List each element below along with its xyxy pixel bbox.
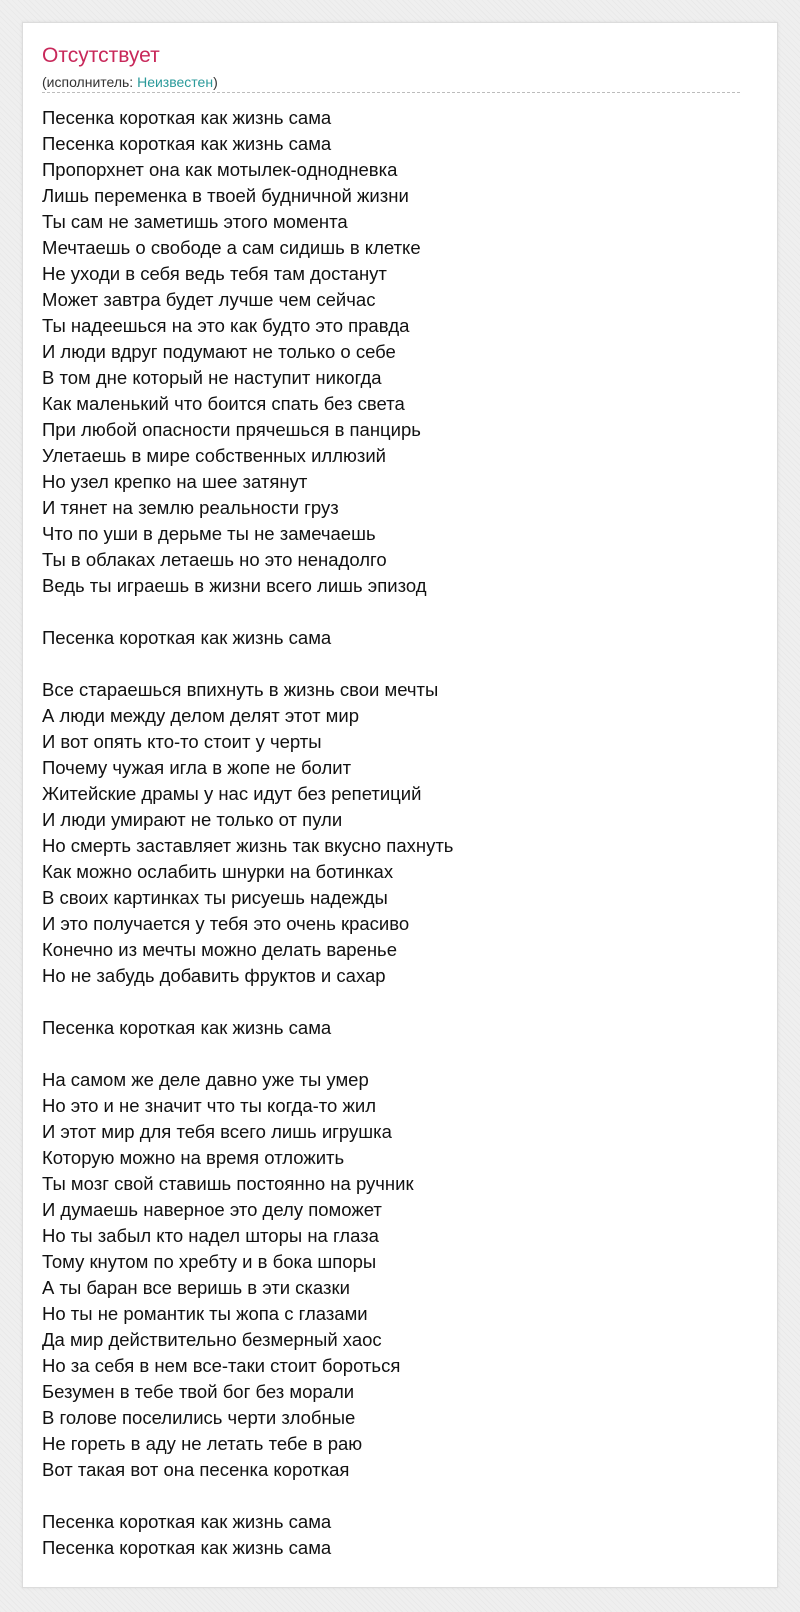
lyric-line: Но узел крепко на шее затянут (42, 471, 308, 492)
artist-link[interactable]: Неизвестен (137, 74, 214, 90)
lyric-line: Песенка короткая как жизнь сама (42, 1511, 332, 1532)
lyric-line: Как можно ослабить шнурки на ботинках (42, 861, 394, 882)
stanza-gap (42, 1041, 752, 1067)
stanza-gap (42, 1483, 752, 1509)
lyric-line: Улетаешь в мире собственных иллюзий (42, 445, 387, 466)
lyric-line: Но ты забыл кто надел шторы на глаза (42, 1225, 379, 1246)
lyric-line: Но не забудь добавить фруктов и сахар (42, 965, 386, 986)
lyric-line: Да мир действительно безмерный хаос (42, 1329, 382, 1350)
lyric-line: Ведь ты играешь в жизни всего лишь эпизод (42, 575, 427, 596)
lyric-line: Но ты не романтик ты жопа с глазами (42, 1303, 368, 1324)
lyric-line: Как маленький что боится спать без света (42, 393, 405, 414)
lyric-line: И тянет на землю реальности груз (42, 497, 339, 518)
lyric-line: И этот мир для тебя всего лишь игрушка (42, 1121, 392, 1142)
artist-line (42, 73, 218, 91)
lyric-line: И думаешь наверное это делу поможет (42, 1199, 382, 1220)
lyric-line: Что по уши в дерьме ты не замечаешь (42, 523, 376, 544)
lyric-line: Мечтаешь о свободе а сам сидишь в клетке (42, 237, 421, 258)
lyric-line: И вот опять кто-то стоит у черты (42, 731, 322, 752)
lyric-line: Вот такая вот она песенка короткая (42, 1459, 350, 1480)
lyric-line: Песенка короткая как жизнь сама (42, 107, 332, 128)
lyric-line: При любой опасности прячешься в панцирь (42, 419, 421, 440)
lyric-line: Житейские драмы у нас идут без репетиций (42, 783, 422, 804)
lyric-line: Ты сам не заметишь этого момента (42, 211, 348, 232)
stanza-gap (42, 651, 752, 677)
lyric-line: Безумен в тебе твой бог без морали (42, 1381, 355, 1402)
lyric-line: Которую можно на время отложить (42, 1147, 345, 1168)
lyric-line: А ты баран все веришь в эти сказки (42, 1277, 350, 1298)
lyrics-body (42, 105, 752, 1561)
artist-suffix: ) (213, 74, 218, 90)
lyric-line: На самом же деле давно уже ты умер (42, 1069, 369, 1090)
lyric-line: Песенка короткая как жизнь сама (42, 1537, 332, 1558)
lyric-line: Но смерть заставляет жизнь так вкусно пахнуть (42, 835, 454, 856)
lyric-line: Может завтра будет лучше чем сейчас (42, 289, 376, 310)
lyric-line: Не гореть в аду не летать тебе в раю (42, 1433, 363, 1454)
lyric-line: В том дне который не наступит никогда (42, 367, 382, 388)
lyric-line: Песенка короткая как жизнь сама (42, 133, 332, 154)
artist-prefix: (исполнитель: (42, 74, 138, 90)
lyric-line: И люди умирают не только от пули (42, 809, 343, 830)
lyric-line: Конечно из мечты можно делать варенье (42, 939, 397, 960)
lyric-line: Ты надеешься на это как будто это правда (42, 315, 410, 336)
lyric-line: Не уходи в себя ведь тебя там достанут (42, 263, 387, 284)
lyric-line: И это получается у тебя это очень красиво (42, 913, 410, 934)
lyric-line: Тому кнутом по хребту и в бока шпоры (42, 1251, 377, 1272)
lyric-line: Песенка короткая как жизнь сама (42, 1017, 332, 1038)
stanza-gap (42, 599, 752, 625)
stanza-gap (42, 989, 752, 1015)
lyric-line: Ты в облаках летаешь но это ненадолго (42, 549, 387, 570)
lyric-line: А люди между делом делят этот мир (42, 705, 360, 726)
lyric-line: Все стараешься впихнуть в жизнь свои мечты (42, 679, 439, 700)
lyric-line: И люди вдруг подумают не только о себе (42, 341, 396, 362)
lyric-line: Почему чужая игла в жопе не болит (42, 757, 352, 778)
lyric-line: В своих картинках ты рисуешь надежды (42, 887, 388, 908)
lyric-line: В голове поселились черти злобные (42, 1407, 356, 1428)
lyric-line: Пропорхнет она как мотылек-однодневка (42, 159, 398, 180)
header-divider (42, 92, 740, 93)
lyric-line: Но за себя в нем все-таки стоит бороться (42, 1355, 401, 1376)
song-title: Отсутствует (42, 44, 160, 67)
lyric-line: Песенка короткая как жизнь сама (42, 627, 332, 648)
lyrics-card (22, 22, 778, 1588)
lyric-line: Но это и не значит что ты когда-то жил (42, 1095, 376, 1116)
lyric-line: Ты мозг свой ставишь постоянно на ручник (42, 1173, 414, 1194)
lyric-line: Лишь переменка в твоей будничной жизни (42, 185, 409, 206)
